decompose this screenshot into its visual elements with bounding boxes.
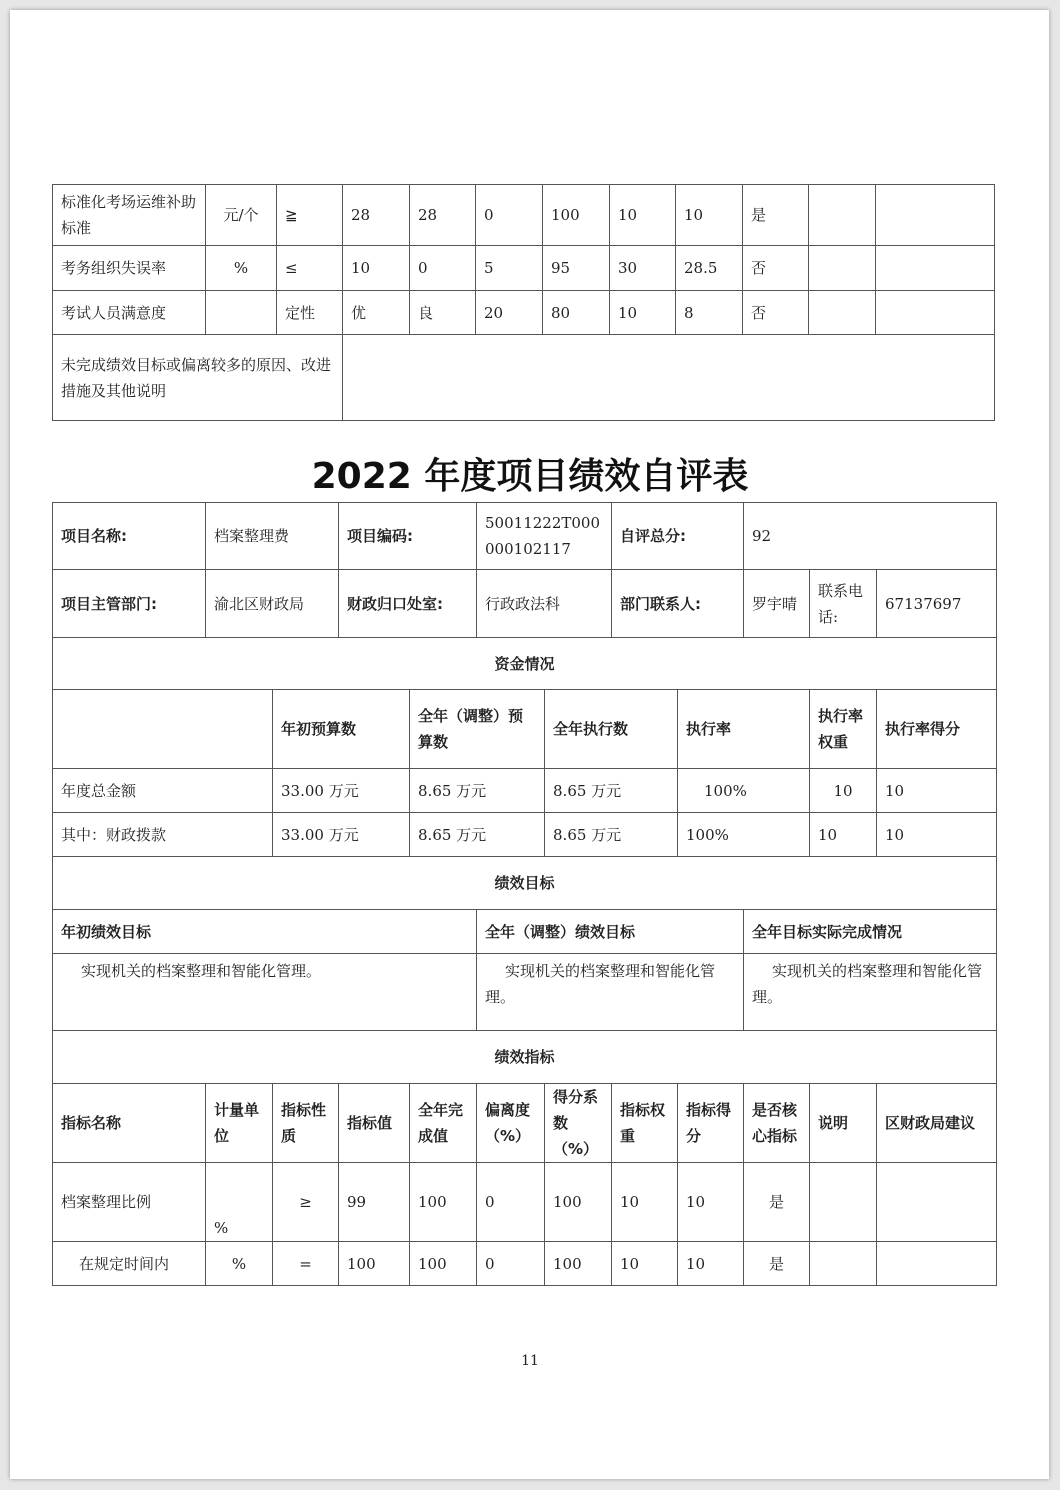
table-row bbox=[53, 335, 995, 421]
dept: 渝北区财政局 bbox=[206, 570, 339, 638]
project-code-label: 项目编码: bbox=[339, 503, 477, 570]
funds-cell: 10 bbox=[810, 813, 877, 857]
core-flag: 否 bbox=[743, 291, 809, 335]
note bbox=[810, 1163, 877, 1242]
target-value: 28 bbox=[343, 185, 410, 246]
section-title-goals: 绩效目标 bbox=[53, 857, 997, 910]
goals-header: 全年（调整）绩效目标 bbox=[477, 910, 744, 954]
coefficient: 80 bbox=[543, 291, 610, 335]
goals-value: 实现机关的档案整理和智能化管理。 bbox=[53, 954, 477, 1031]
funds-header: 执行率权重 bbox=[810, 690, 877, 769]
deviation: 5 bbox=[476, 246, 543, 291]
table-row bbox=[53, 1084, 997, 1163]
actual-value: 良 bbox=[410, 291, 476, 335]
indicator-name: 考务组织失误率 bbox=[53, 246, 206, 291]
table-row bbox=[53, 638, 997, 690]
suggestion bbox=[877, 1242, 997, 1286]
coefficient: 100 bbox=[545, 1242, 612, 1286]
core-flag: 是 bbox=[743, 185, 809, 246]
funds-cell: 100% bbox=[678, 813, 810, 857]
funds-cell: 33.00 万元 bbox=[273, 813, 410, 857]
unit: % bbox=[206, 246, 277, 291]
table-row bbox=[53, 690, 997, 769]
indicator-header: 指标名称 bbox=[53, 1084, 206, 1163]
deviation: 0 bbox=[476, 185, 543, 246]
actual-value: 0 bbox=[410, 246, 476, 291]
score: 28.5 bbox=[676, 246, 743, 291]
score-label: 自评总分: bbox=[612, 503, 744, 570]
weight: 30 bbox=[610, 246, 676, 291]
page-title: 2022 年度项目绩效自评表 bbox=[311, 456, 749, 497]
indicator-name: 档案整理比例 bbox=[53, 1163, 206, 1242]
contact-label: 部门联系人: bbox=[612, 570, 744, 638]
goals-value: 实现机关的档案整理和智能化管理。 bbox=[744, 954, 997, 1031]
actual-value: 28 bbox=[410, 185, 476, 246]
dept-label: 项目主管部门: bbox=[53, 570, 206, 638]
indicator-header: 得分系数（%） bbox=[545, 1084, 612, 1163]
indicator-header: 指标权重 bbox=[612, 1084, 678, 1163]
target-value: 99 bbox=[339, 1163, 410, 1242]
indicator-header: 全年完成值 bbox=[410, 1084, 477, 1163]
weight: 10 bbox=[612, 1242, 678, 1286]
nature: ≥ bbox=[273, 1163, 339, 1242]
funds-header: 执行率得分 bbox=[877, 690, 997, 769]
weight: 10 bbox=[612, 1163, 678, 1242]
funds-cell: 其中：财政拨款 bbox=[53, 813, 273, 857]
table-row bbox=[53, 185, 995, 246]
nature: = bbox=[273, 1242, 339, 1286]
target-value: 100 bbox=[339, 1242, 410, 1286]
indicator-header: 指标性质 bbox=[273, 1084, 339, 1163]
funds-cell: 8.65 万元 bbox=[410, 769, 545, 813]
reason-value bbox=[343, 335, 995, 421]
total-score: 92 bbox=[744, 503, 997, 570]
table-row bbox=[53, 1163, 997, 1242]
project-code: 50011222T000000102117 bbox=[477, 503, 612, 570]
score: 10 bbox=[676, 185, 743, 246]
section-title-indicators: 绩效指标 bbox=[53, 1031, 997, 1084]
indicator-name: 标准化考场运维补助标准 bbox=[53, 185, 206, 246]
phone: 67137697 bbox=[877, 570, 997, 638]
actual-value: 100 bbox=[410, 1242, 477, 1286]
weight: 10 bbox=[610, 185, 676, 246]
finance-label: 财政归口处室: bbox=[339, 570, 477, 638]
coefficient: 100 bbox=[543, 185, 610, 246]
indicator-header: 是否核心指标 bbox=[744, 1084, 810, 1163]
actual-value: 100 bbox=[410, 1163, 477, 1242]
suggestion bbox=[876, 291, 995, 335]
funds-cell: 8.65 万元 bbox=[545, 813, 678, 857]
funds-header: 全年执行数 bbox=[545, 690, 678, 769]
table-row bbox=[53, 910, 997, 954]
self-evaluation-table bbox=[52, 502, 997, 1286]
table-row bbox=[53, 291, 995, 335]
table-row bbox=[53, 246, 995, 291]
indicator-name: 考试人员满意度 bbox=[53, 291, 206, 335]
unit: % bbox=[206, 1242, 273, 1286]
funds-header bbox=[53, 690, 273, 769]
table-row bbox=[53, 954, 997, 1031]
deviation: 20 bbox=[476, 291, 543, 335]
unit: 元/个 bbox=[206, 185, 277, 246]
score: 8 bbox=[676, 291, 743, 335]
indicator-header: 区财政局建议 bbox=[877, 1084, 997, 1163]
funds-cell: 年度总金额 bbox=[53, 769, 273, 813]
indicator-header: 计量单位 bbox=[206, 1084, 273, 1163]
table-row bbox=[53, 1031, 997, 1084]
funds-cell: 8.65 万元 bbox=[545, 769, 678, 813]
deviation: 0 bbox=[477, 1242, 545, 1286]
indicator-name: 在规定时间内 bbox=[53, 1242, 206, 1286]
note bbox=[809, 246, 876, 291]
project-name-label: 项目名称: bbox=[53, 503, 206, 570]
funds-header: 年初预算数 bbox=[273, 690, 410, 769]
funds-cell: 100% bbox=[678, 769, 810, 813]
section-title-funds: 资金情况 bbox=[53, 638, 997, 690]
nature: ≧ bbox=[277, 185, 343, 246]
target-value: 10 bbox=[343, 246, 410, 291]
indicator-header: 偏离度（%） bbox=[477, 1084, 545, 1163]
weight: 10 bbox=[610, 291, 676, 335]
goals-value: 实现机关的档案整理和智能化管理。 bbox=[477, 954, 744, 1031]
table-row bbox=[53, 570, 997, 638]
funds-cell: 8.65 万元 bbox=[410, 813, 545, 857]
nature: 定性 bbox=[277, 291, 343, 335]
suggestion bbox=[877, 1163, 997, 1242]
nature: ≤ bbox=[277, 246, 343, 291]
deviation: 0 bbox=[477, 1163, 545, 1242]
suggestion bbox=[876, 185, 995, 246]
table-row bbox=[53, 503, 997, 570]
contact: 罗宇晴 bbox=[744, 570, 810, 638]
funds-header: 全年（调整）预算数 bbox=[410, 690, 545, 769]
funds-header: 执行率 bbox=[678, 690, 810, 769]
funds-cell: 33.00 万元 bbox=[273, 769, 410, 813]
goals-header: 年初绩效目标 bbox=[53, 910, 477, 954]
core-flag: 是 bbox=[744, 1242, 810, 1286]
indicator-table-continued bbox=[52, 184, 995, 421]
core-flag: 否 bbox=[743, 246, 809, 291]
indicator-header: 说明 bbox=[810, 1084, 877, 1163]
note bbox=[809, 291, 876, 335]
funds-cell: 10 bbox=[877, 769, 997, 813]
page-number: 11 bbox=[521, 1353, 539, 1369]
finance: 行政政法科 bbox=[477, 570, 612, 638]
note bbox=[810, 1242, 877, 1286]
table-row bbox=[53, 1242, 997, 1286]
table-row bbox=[53, 857, 997, 910]
table-row bbox=[53, 769, 997, 813]
score: 10 bbox=[678, 1242, 744, 1286]
reason-label: 未完成绩效目标或偏离较多的原因、改进措施及其他说明 bbox=[53, 335, 343, 421]
unit: % bbox=[206, 1163, 273, 1242]
funds-cell: 10 bbox=[877, 813, 997, 857]
coefficient: 95 bbox=[543, 246, 610, 291]
suggestion bbox=[876, 246, 995, 291]
note bbox=[809, 185, 876, 246]
score: 10 bbox=[678, 1163, 744, 1242]
coefficient: 100 bbox=[545, 1163, 612, 1242]
core-flag: 是 bbox=[744, 1163, 810, 1242]
table-row bbox=[53, 813, 997, 857]
phone-label: 联系电话: bbox=[810, 570, 877, 638]
funds-cell: 10 bbox=[810, 769, 877, 813]
indicator-header: 指标值 bbox=[339, 1084, 410, 1163]
project-name: 档案整理费 bbox=[206, 503, 339, 570]
goals-header: 全年目标实际完成情况 bbox=[744, 910, 997, 954]
target-value: 优 bbox=[343, 291, 410, 335]
unit bbox=[206, 291, 277, 335]
indicator-header: 指标得分 bbox=[678, 1084, 744, 1163]
